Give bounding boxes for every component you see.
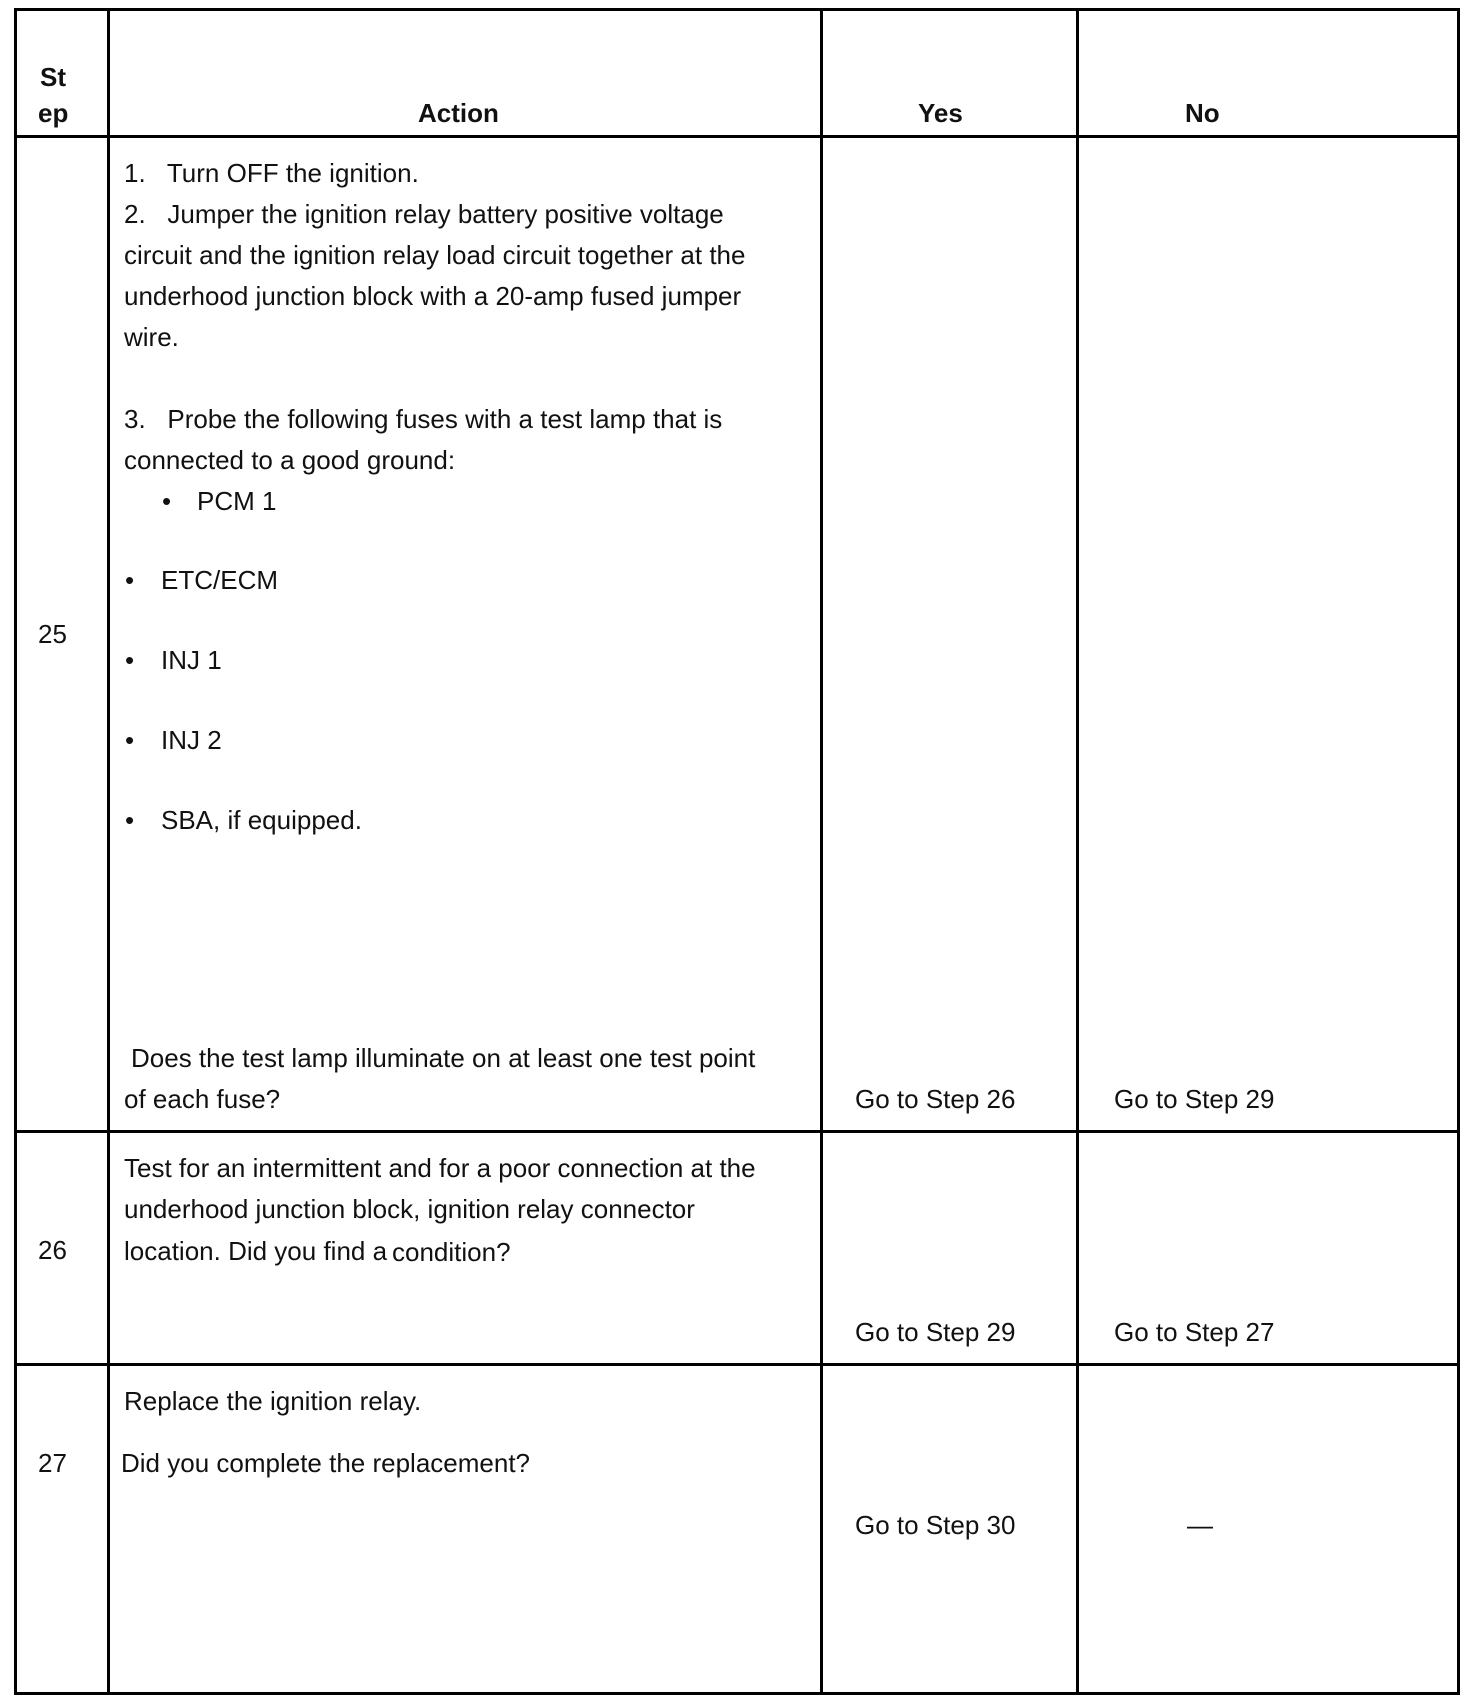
border-right (1457, 8, 1460, 1695)
bullet-icon: • (125, 805, 135, 835)
no-result: — (1187, 1510, 1213, 1540)
action-line: condition? (392, 1237, 511, 1267)
bullet-icon: • (125, 645, 135, 675)
fuse-item: SBA, if equipped. (161, 805, 362, 835)
action-line: 2. Jumper the ignition relay battery positive voltage (124, 199, 724, 229)
no-result: Go to Step 29 (1114, 1084, 1275, 1114)
action-line: underhood junction block, ignition relay connector (124, 1194, 695, 1224)
action-line: connected to a good ground: (124, 445, 456, 475)
question-line: Does the test lamp illuminate on at least one test point (131, 1043, 756, 1073)
action-line: Replace the ignition relay. (124, 1386, 422, 1416)
border-top (14, 8, 1460, 11)
col-divider-action-yes (820, 8, 823, 1695)
action-line: circuit and the ignition relay load circuit together at the (124, 240, 746, 270)
step-number: 26 (38, 1235, 67, 1265)
action-line: wire. (124, 322, 179, 352)
border-left (14, 8, 17, 1695)
col-divider-step-action (107, 8, 110, 1695)
header-no: No (1185, 98, 1220, 128)
row-divider-26-27 (14, 1363, 1460, 1366)
action-line: underhood junction block with a 20-amp fused jumper (124, 281, 742, 311)
header-step-line1: St (40, 62, 66, 92)
bullet-icon: • (162, 486, 172, 516)
col-divider-yes-no (1076, 8, 1079, 1695)
fuse-item: ETC/ECM (161, 565, 278, 595)
fuse-item: INJ 2 (161, 725, 222, 755)
action-line: 3. Probe the following fuses with a test lamp that is (124, 404, 723, 434)
action-line: location. Did you find a (124, 1236, 388, 1266)
bullet-icon: • (125, 725, 135, 755)
fuse-item: PCM 1 (197, 486, 277, 516)
header-action: Action (418, 98, 499, 128)
header-step-line2: ep (38, 98, 69, 128)
border-bottom (14, 1692, 1460, 1695)
action-line: Did you complete the replacement? (121, 1448, 531, 1478)
yes-result: Go to Step 29 (855, 1317, 1016, 1347)
bullet-icon: • (125, 565, 135, 595)
no-result: Go to Step 27 (1114, 1317, 1275, 1347)
row-divider-25-26 (14, 1130, 1460, 1133)
yes-result: Go to Step 26 (855, 1084, 1016, 1114)
question-line: of each fuse? (124, 1084, 281, 1114)
header-divider (14, 135, 1460, 138)
step-number: 27 (38, 1448, 67, 1478)
step-number: 25 (38, 619, 67, 649)
header-yes: Yes (918, 98, 963, 128)
action-line: 1. Turn OFF the ignition. (124, 158, 419, 188)
fuse-item: INJ 1 (161, 645, 222, 675)
yes-result: Go to Step 30 (855, 1510, 1016, 1540)
action-line: Test for an intermittent and for a poor connection at the (124, 1153, 756, 1183)
